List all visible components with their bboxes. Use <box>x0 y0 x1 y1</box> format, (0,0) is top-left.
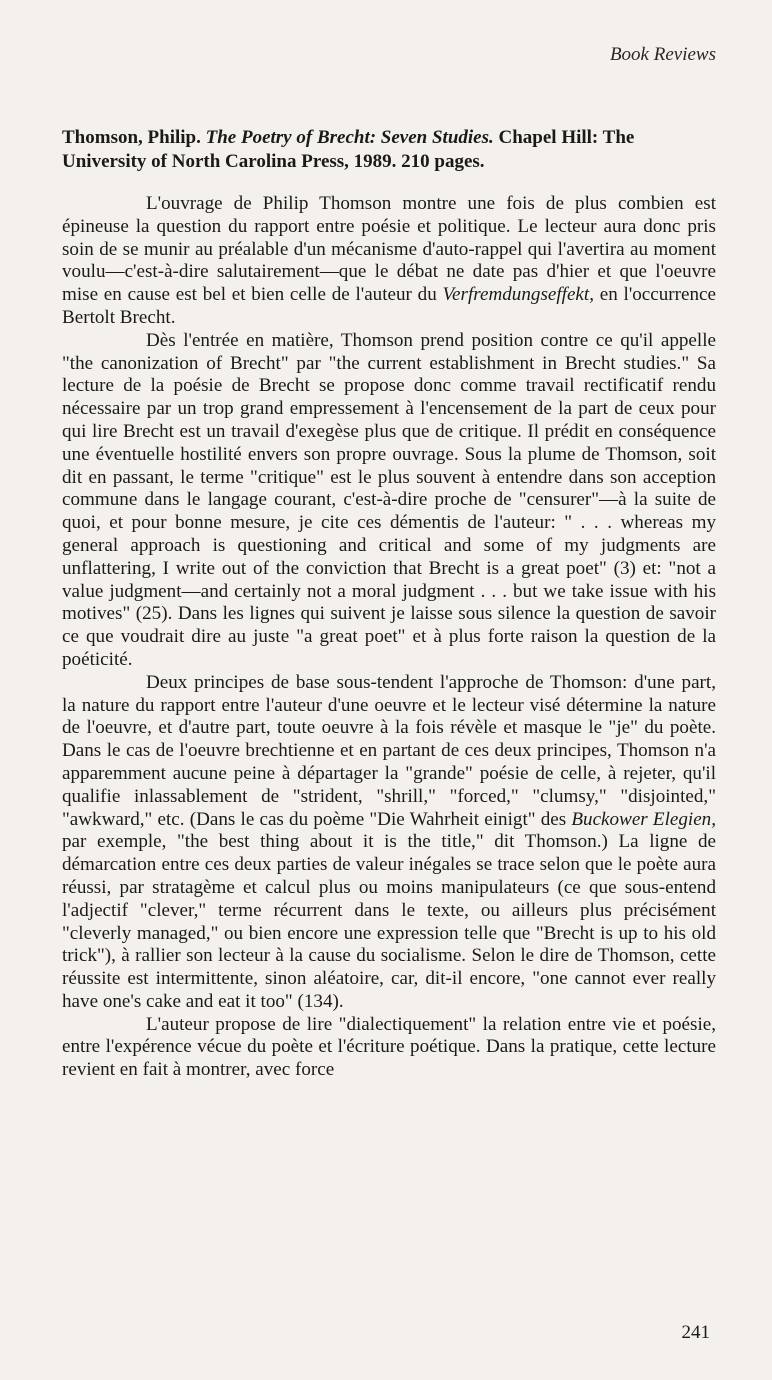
paragraph-3-emphasis: Buckower Elegien, <box>571 808 716 830</box>
citation-publication: Chapel Hill: The University of North Carolina Press, 1989. 210 pages. <box>62 127 635 172</box>
paragraph-1-text: L'ouvrage de Philip Thomson montre une fois de plus combien est épineuse la question du rapport entre poésie et politique. Le lecteur aura donc pris soin de se munir au préalable d'un mécanisme d'auto-rappel qui l'avertira au moment voulu—c'est-à-dire salutairement—que le débat ne date pas d'hier et que l'oeuvre mise en cause est bel et bien celle de l'auteur du <box>62 193 716 306</box>
citation-title: The Poetry of Brecht: Seven Studies. <box>205 127 494 148</box>
review-body <box>62 193 716 1082</box>
paragraph-2: Dès l'entrée en matière, Thomson prend position contre ce qu'il appelle "the canonization of Brecht" par "the current establishment in Brecht studies." Sa lecture de la poésie de Brecht se propose donc comme travail rectificatif rendu nécessaire par un trop grand empressement à l'encensement de la part de ceux pour qui lire Brecht est un travail d'exegèse plus que de critique. Il prédit en conséquence une éventuelle hostilité envers son propre ouvrage. Sous la plume de Thomson, soit dit en passant, le terme "critique" est le plus souvent à entendre dans son acception commune dans le langage courant, c'est-à-dire proche de "censurer"—à la suite de quoi, et pour bonne mesure, je cite ces démentis de l'auteur: " . . . whereas my general approach is questioning and critical and some of my judgments are unflattering, I write out of the conviction that Brecht is a great poet" (3) et: "not a value judgment—and certainly not a moral judgment . . . but we take issue with his motives" (25). Dans les lignes qui suivent je laisse sous silence la question de savoir ce que voudrait dire au juste "a great poet" et à plus forte raison la question de la poéticité. <box>62 329 716 670</box>
page-number: 241 <box>681 1322 710 1343</box>
running-head: Book Reviews <box>609 44 716 65</box>
paragraph-3-text-end: par exemple, "the best thing about it is the title," dit Thomson.) La ligne de démarcation entre ces deux parties de valeur inégales se trace selon que le poète aura réussi, par stratagème et calcul plus ou moins manipulateurs (ce que sous-entend l'adjectif "clever," terme récurrent dans le texte, ou ailleurs plus précisément "cleverly managed," ou bien encore une expression telle que "Brecht is up to his old trick"), à rallier son lecteur à la cause du socialisme. Selon le dire de Thomson, cette réussite est intermittente, sinon aléatoire, car, dit-il encore, "one cannot ever really have one's cake and eat it too" (134). <box>62 831 716 1012</box>
paragraph-1 <box>62 193 716 330</box>
paragraph-1-emphasis: Verfremdungseffekt, <box>442 284 594 306</box>
paragraph-3 <box>62 672 716 1014</box>
book-citation <box>62 126 716 174</box>
paragraph-1-text-end: en l'occurrence Bertolt Brecht. <box>62 284 716 328</box>
citation-author: Thomson, Philip. <box>62 127 201 148</box>
paragraph-4: L'auteur propose de lire "dialectiquement" la relation entre vie et poésie, entre l'expérence vécue du poète et l'écriture poétique. Dans la pratique, cette lecture revient en fait à montrer, avec force <box>62 1013 716 1081</box>
paragraph-3-text: Deux principes de base sous-tendent l'approche de Thomson: d'une part, la nature du rapport entre l'auteur d'une oeuvre et le lecteur visé détermine la nature de l'oeuvre, et d'autre part, toute oeuvre à la fois révèle et masque le "je" du poète. Dans le cas de l'oeuvre brechtienne et en partant de ces deux principes, Thomson n'a apparemment aucune peine à départager la "grande" poésie de celle, à rejeter, qu'il qualifie inlassablement de "strident, "shrill," "forced," "clumsy," "disjointed," "awkward," etc. (Dans le cas du poème "Die Wahrheit einigt" des <box>62 671 716 830</box>
